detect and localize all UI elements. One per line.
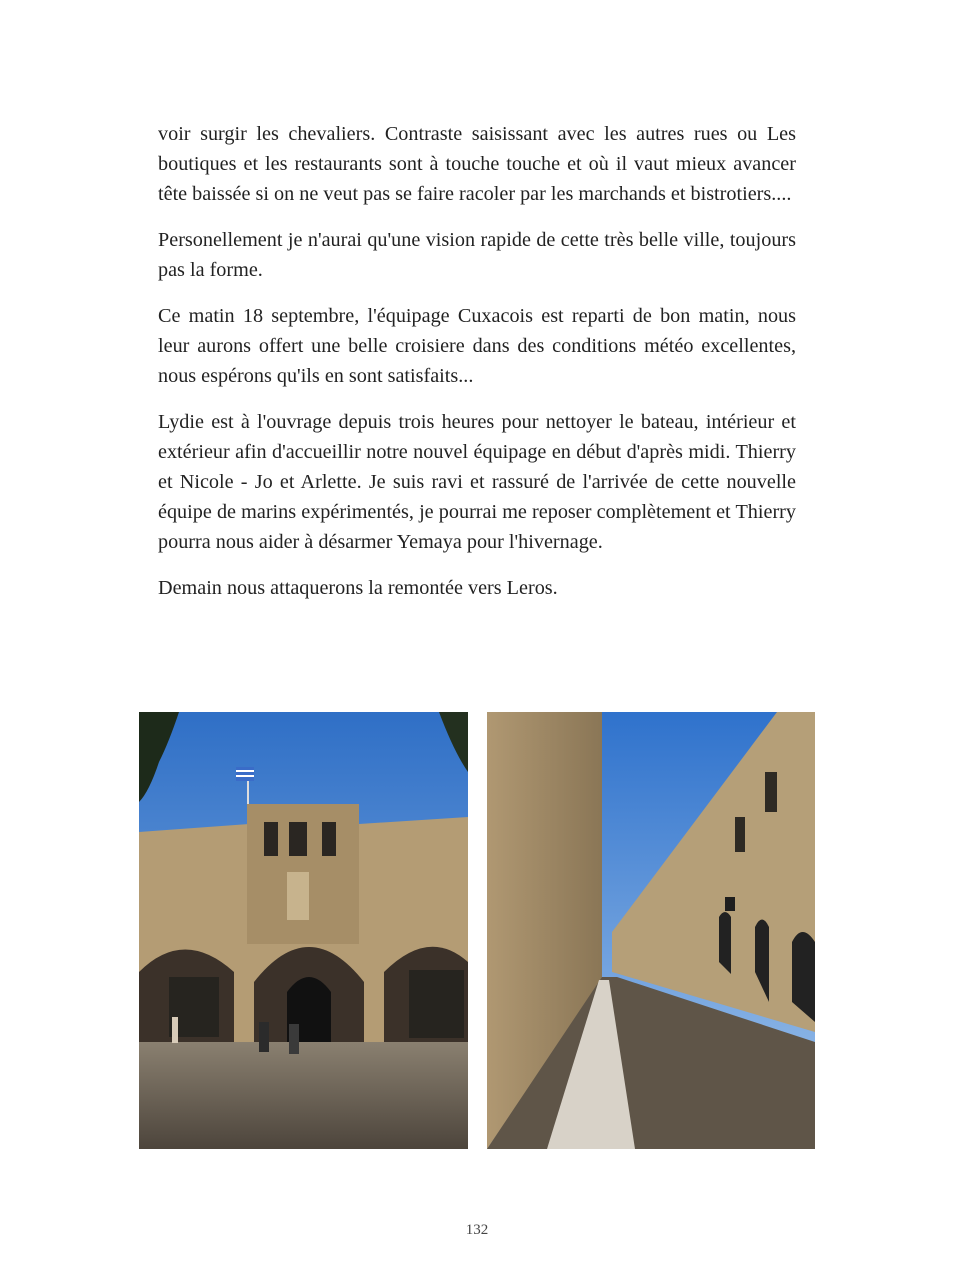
paragraph-4: Lydie est à l'ouvrage depuis trois heures pour nettoyer le bateau, intérieur et extérieur afin d'accueillir notre nouvel équipage en début d'après midi. Thierry et Nicole - Jo et Arlette. Je suis ravi et rassuré de l'arrivée de cette nouvelle équipe de marins expérimentés, je pourrai me reposer complètement et Thierry pourra nous aider à désarmer Yemaya pour l'hivernage.	[158, 411, 796, 553]
photo-knights-street	[487, 712, 815, 1149]
page-number: 132	[465, 1222, 489, 1238]
paragraph-1: voir surgir les chevaliers. Contraste saisissant avec les autres rues ou Les boutiques et les restaurants sont à touche touche et où il vaut mieux avancer tête baissée si on ne veut pas se faire racoler par les marchands et bistrotiers....	[158, 123, 796, 205]
paragraph-5: Demain nous attaquerons la remontée vers Leros.	[158, 577, 558, 599]
photo-palace-gate	[139, 712, 468, 1149]
paragraph-3: Ce matin 18 septembre, l'équipage Cuxacois est reparti de bon matin, nous leur aurons offert une belle croisiere dans des conditions météo excellentes, nous espérons qu'ils en sont satisfaits...	[158, 305, 796, 387]
article-text	[158, 119, 796, 619]
paragraph-2: Personellement je n'aurai qu'une vision rapide de cette très belle ville, toujours pas la forme.	[158, 229, 796, 281]
